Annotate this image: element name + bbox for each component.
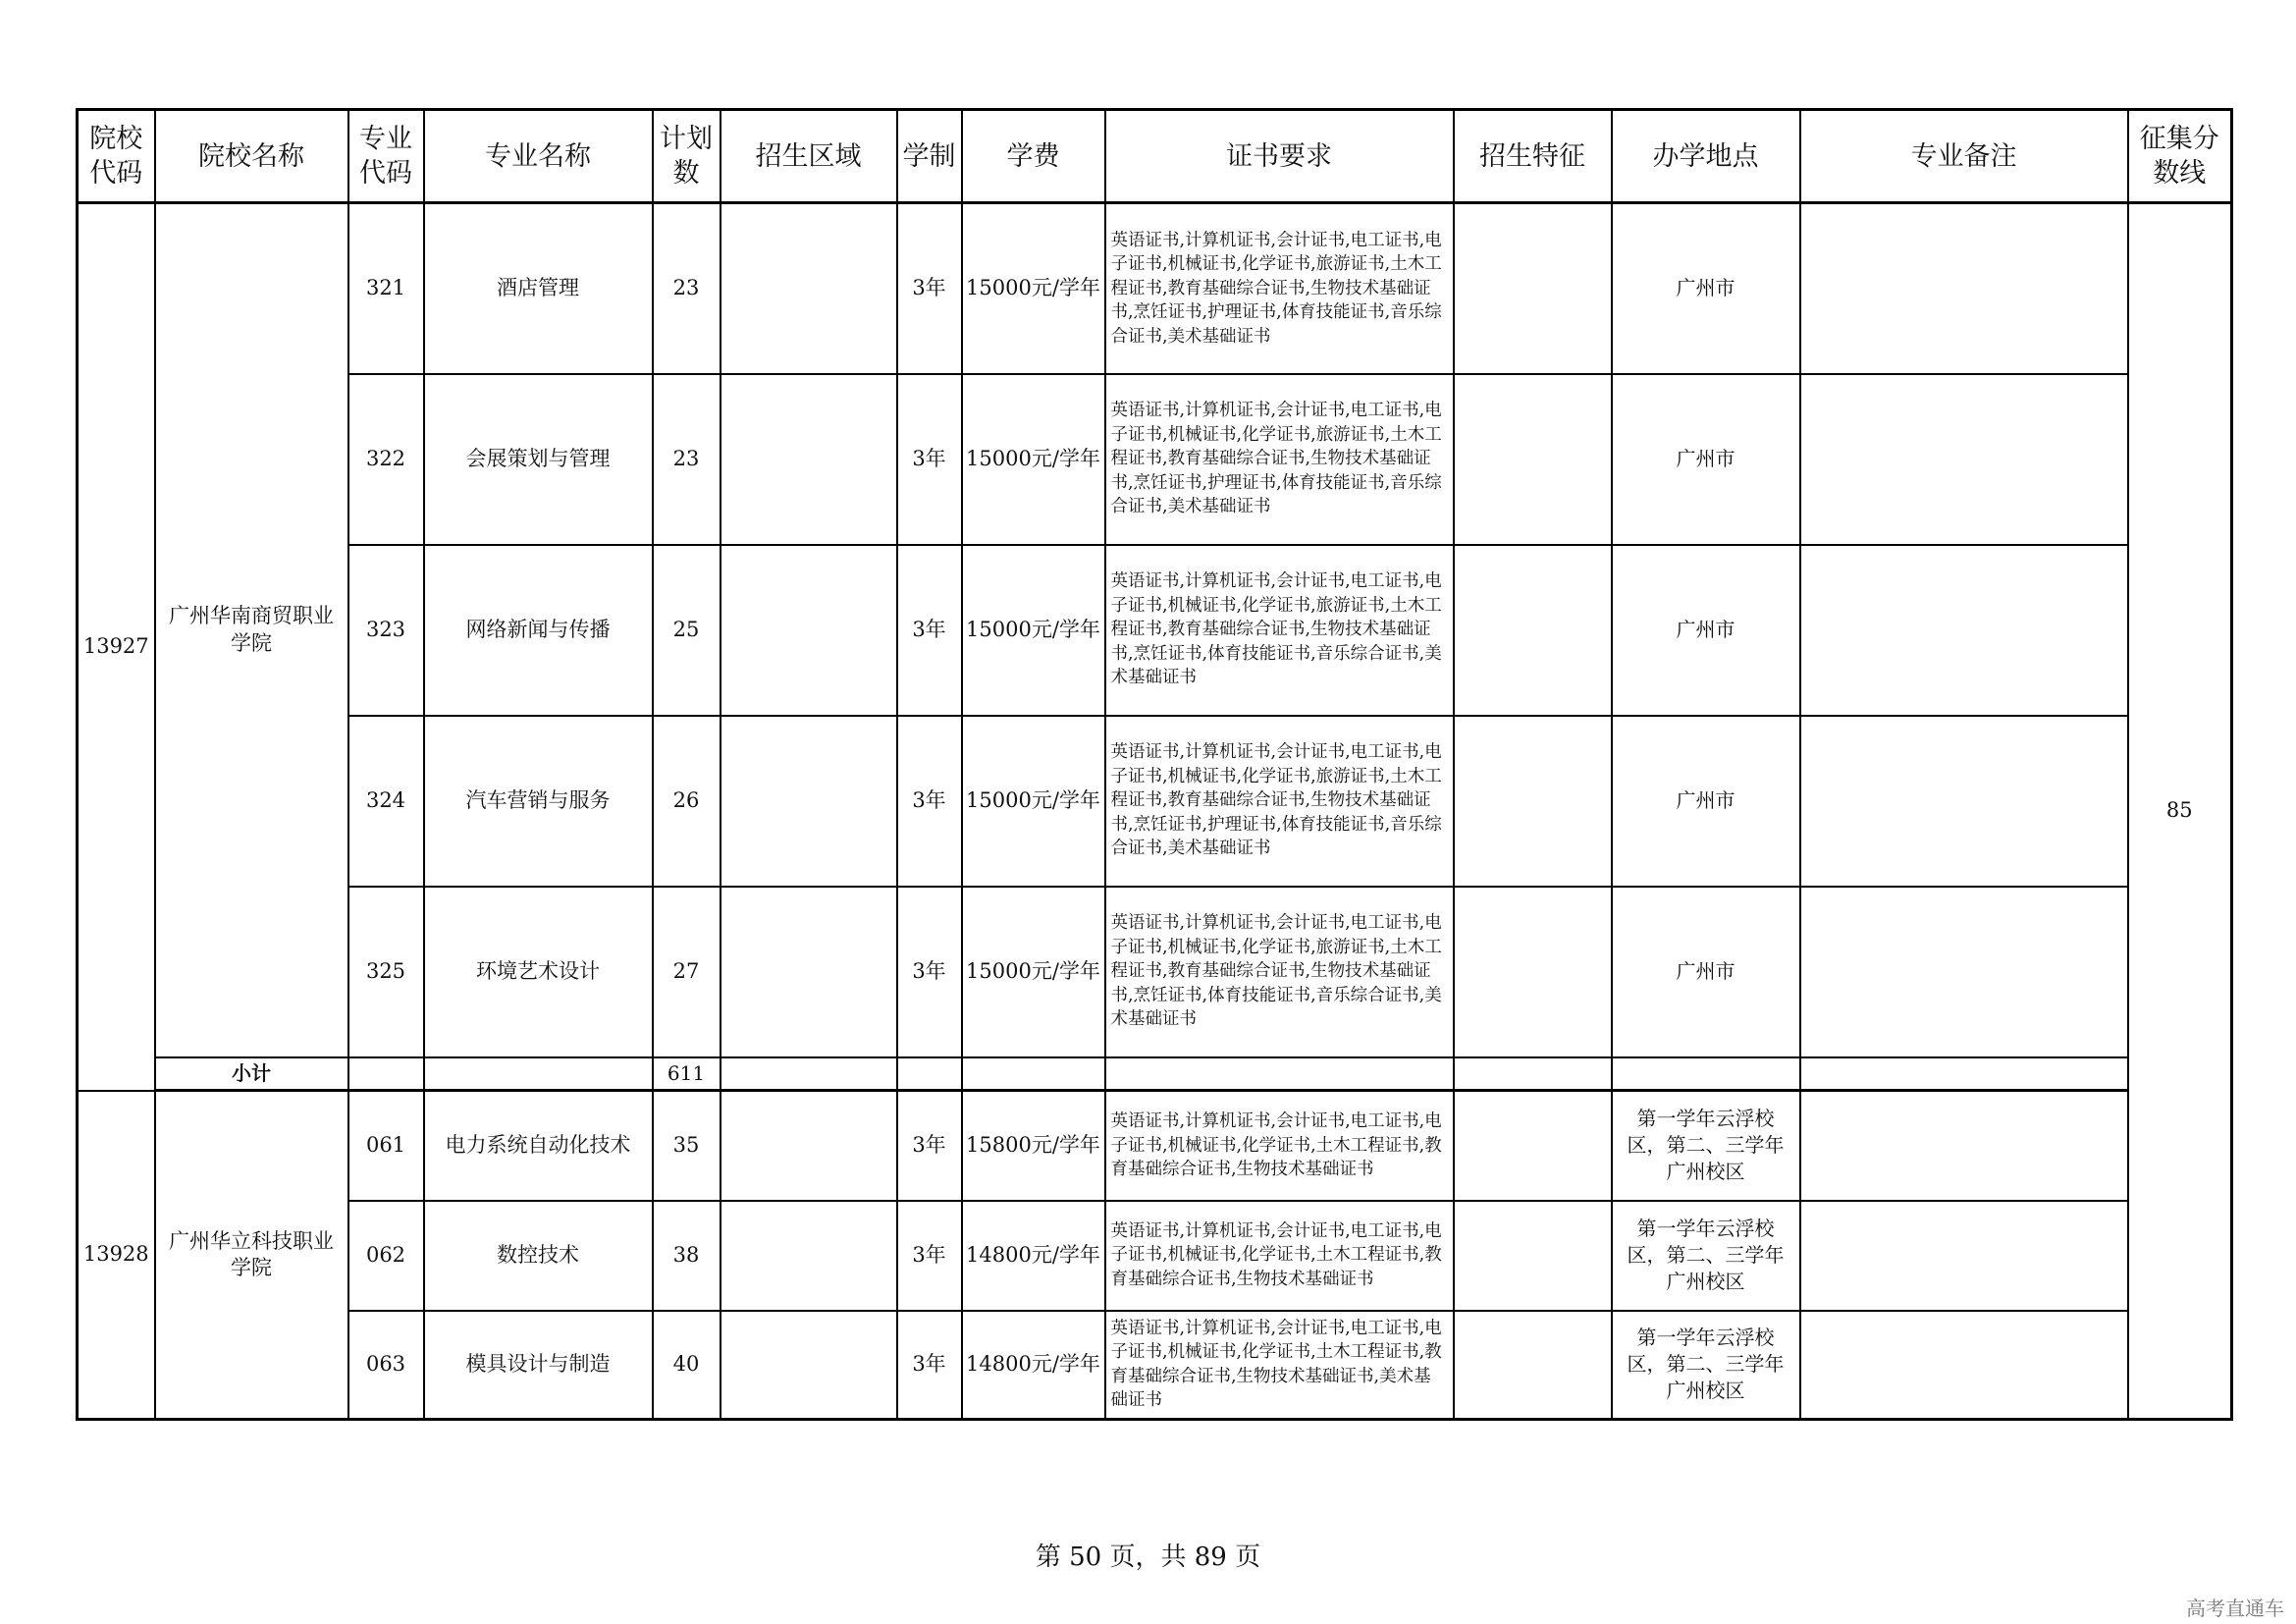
major-name-cell: 会展策划与管理 xyxy=(424,374,653,545)
duration-cell: 3年 xyxy=(897,716,962,887)
notes-cell xyxy=(1800,716,2128,887)
features-cell xyxy=(1454,1311,1612,1420)
subtotal-empty-cell xyxy=(424,1057,653,1091)
school-name-cell: 广州华立科技职业学院 xyxy=(155,1091,348,1420)
region-cell xyxy=(721,887,897,1057)
table-row xyxy=(78,203,2232,374)
cutoff-score-cell: 85 xyxy=(2128,203,2232,1420)
certificates-cell: 英语证书,计算机证书,会计证书,电工证书,电子证书,机械证书,化学证书,旅游证书,土木工程证书,教育基础综合证书,生物技术基础证书,烹饪证书,护理证书,体育技能证书,音乐综合证书,美术基础证书 xyxy=(1105,374,1454,545)
header-features: 招生特征 xyxy=(1454,110,1612,203)
certificates-cell: 英语证书,计算机证书,会计证书,电工证书,电子证书,机械证书,化学证书,旅游证书,土木工程证书,教育基础综合证书,生物技术基础证书,烹饪证书,体育技能证书,音乐综合证书,美术基础证书 xyxy=(1105,887,1454,1057)
duration-cell: 3年 xyxy=(897,1311,962,1420)
table-row xyxy=(78,545,2232,716)
major-code-cell: 322 xyxy=(348,374,424,545)
duration-cell: 3年 xyxy=(897,203,962,374)
notes-cell xyxy=(1800,887,2128,1057)
duration-cell: 3年 xyxy=(897,1201,962,1311)
features-cell xyxy=(1454,203,1612,374)
major-code-cell: 062 xyxy=(348,1201,424,1311)
major-code-cell: 325 xyxy=(348,887,424,1057)
region-cell xyxy=(721,545,897,716)
tuition-cell: 15000元/学年 xyxy=(962,887,1105,1057)
header-certificates: 证书要求 xyxy=(1105,110,1454,203)
plan-count-cell: 27 xyxy=(653,887,721,1057)
certificates-cell: 英语证书,计算机证书,会计证书,电工证书,电子证书,机械证书,化学证书,土木工程证书,教育基础综合证书,生物技术基础证书,美术基础证书 xyxy=(1105,1311,1454,1420)
watermark: 高考直通车 xyxy=(2186,1597,2284,1620)
certificates-cell: 英语证书,计算机证书,会计证书,电工证书,电子证书,机械证书,化学证书,旅游证书,土木工程证书,教育基础综合证书,生物技术基础证书,烹饪证书,体育技能证书,音乐综合证书,美术基础证书 xyxy=(1105,545,1454,716)
location-cell: 第一学年云浮校区，第二、三学年广州校区 xyxy=(1612,1311,1800,1420)
major-name-cell: 电力系统自动化技术 xyxy=(424,1091,653,1201)
subtotal-row xyxy=(78,1057,2232,1091)
plan-count-cell: 23 xyxy=(653,374,721,545)
plan-count-cell: 23 xyxy=(653,203,721,374)
header-school-name: 院校名称 xyxy=(155,110,348,203)
major-name-cell: 网络新闻与传播 xyxy=(424,545,653,716)
features-cell xyxy=(1454,1201,1612,1311)
major-name-cell: 模具设计与制造 xyxy=(424,1311,653,1420)
features-cell xyxy=(1454,1091,1612,1201)
location-cell: 广州市 xyxy=(1612,716,1800,887)
certificates-cell: 英语证书,计算机证书,会计证书,电工证书,电子证书,机械证书,化学证书,旅游证书,土木工程证书,教育基础综合证书,生物技术基础证书,烹饪证书,护理证书,体育技能证书,音乐综合证书,美术基础证书 xyxy=(1105,716,1454,887)
region-cell xyxy=(721,203,897,374)
header-notes: 专业备注 xyxy=(1800,110,2128,203)
subtotal-empty-cell xyxy=(962,1057,1105,1091)
location-cell: 第一学年云浮校区，第二、三学年广州校区 xyxy=(1612,1091,1800,1201)
tuition-cell: 15000元/学年 xyxy=(962,203,1105,374)
location-cell: 广州市 xyxy=(1612,887,1800,1057)
region-cell xyxy=(721,716,897,887)
major-name-cell: 数控技术 xyxy=(424,1201,653,1311)
duration-cell: 3年 xyxy=(897,887,962,1057)
features-cell xyxy=(1454,374,1612,545)
header-location: 办学地点 xyxy=(1612,110,1800,203)
region-cell xyxy=(721,374,897,545)
features-cell xyxy=(1454,545,1612,716)
table-row xyxy=(78,374,2232,545)
subtotal-empty-cell xyxy=(1612,1057,1800,1091)
table-row xyxy=(78,1201,2232,1311)
tuition-cell: 15800元/学年 xyxy=(962,1091,1105,1201)
duration-cell: 3年 xyxy=(897,1091,962,1201)
major-name-cell: 环境艺术设计 xyxy=(424,887,653,1057)
subtotal-empty-cell xyxy=(721,1057,897,1091)
location-cell: 广州市 xyxy=(1612,203,1800,374)
notes-cell xyxy=(1800,1311,2128,1420)
tuition-cell: 15000元/学年 xyxy=(962,545,1105,716)
notes-cell xyxy=(1800,203,2128,374)
header-tuition: 学费 xyxy=(962,110,1105,203)
certificates-cell: 英语证书,计算机证书,会计证书,电工证书,电子证书,机械证书,化学证书,土木工程证书,教育基础综合证书,生物技术基础证书 xyxy=(1105,1091,1454,1201)
header-plan-count: 计划数 xyxy=(653,110,721,203)
region-cell xyxy=(721,1091,897,1201)
school-code-cell: 13927 xyxy=(78,203,155,1091)
tuition-cell: 15000元/学年 xyxy=(962,374,1105,545)
subtotal-value: 611 xyxy=(653,1057,721,1091)
header-school-code: 院校代码 xyxy=(78,110,155,203)
school-name-cell: 广州华南商贸职业学院 xyxy=(155,203,348,1057)
school-code-cell: 13928 xyxy=(78,1091,155,1420)
major-name-cell: 酒店管理 xyxy=(424,203,653,374)
duration-cell: 3年 xyxy=(897,545,962,716)
header-major-code: 专业代码 xyxy=(348,110,424,203)
header-duration: 学制 xyxy=(897,110,962,203)
major-code-cell: 324 xyxy=(348,716,424,887)
plan-count-cell: 38 xyxy=(653,1201,721,1311)
location-cell: 广州市 xyxy=(1612,374,1800,545)
admission-plan-table xyxy=(76,108,2233,1421)
major-name-cell: 汽车营销与服务 xyxy=(424,716,653,887)
table-row xyxy=(78,887,2232,1057)
features-cell xyxy=(1454,887,1612,1057)
notes-cell xyxy=(1800,374,2128,545)
header-region: 招生区域 xyxy=(721,110,897,203)
location-cell: 广州市 xyxy=(1612,545,1800,716)
duration-cell: 3年 xyxy=(897,374,962,545)
subtotal-empty-cell xyxy=(1454,1057,1612,1091)
subtotal-empty-cell xyxy=(897,1057,962,1091)
major-code-cell: 321 xyxy=(348,203,424,374)
table-row xyxy=(78,1311,2232,1420)
certificates-cell: 英语证书,计算机证书,会计证书,电工证书,电子证书,机械证书,化学证书,旅游证书,土木工程证书,教育基础综合证书,生物技术基础证书,烹饪证书,护理证书,体育技能证书,音乐综合证书,美术基础证书 xyxy=(1105,203,1454,374)
plan-count-cell: 26 xyxy=(653,716,721,887)
tuition-cell: 15000元/学年 xyxy=(962,716,1105,887)
notes-cell xyxy=(1800,545,2128,716)
major-code-cell: 061 xyxy=(348,1091,424,1201)
table-body xyxy=(78,203,2232,1420)
header-cutoff: 征集分数线 xyxy=(2128,110,2232,203)
header-major-name: 专业名称 xyxy=(424,110,653,203)
major-code-cell: 323 xyxy=(348,545,424,716)
certificates-cell: 英语证书,计算机证书,会计证书,电工证书,电子证书,机械证书,化学证书,土木工程证书,教育基础综合证书,生物技术基础证书 xyxy=(1105,1201,1454,1311)
features-cell xyxy=(1454,716,1612,887)
subtotal-empty-cell xyxy=(348,1057,424,1091)
page-number: 第 50 页，共 89 页 xyxy=(1035,1543,1261,1572)
table-row xyxy=(78,1091,2232,1201)
table-row xyxy=(78,716,2232,887)
tuition-cell: 14800元/学年 xyxy=(962,1201,1105,1311)
region-cell xyxy=(721,1201,897,1311)
subtotal-empty-cell xyxy=(1800,1057,2128,1091)
table-header xyxy=(78,110,2232,203)
region-cell xyxy=(721,1311,897,1420)
location-cell: 第一学年云浮校区，第二、三学年广州校区 xyxy=(1612,1201,1800,1311)
tuition-cell: 14800元/学年 xyxy=(962,1311,1105,1420)
notes-cell xyxy=(1800,1201,2128,1311)
plan-count-cell: 35 xyxy=(653,1091,721,1201)
subtotal-empty-cell xyxy=(1105,1057,1454,1091)
notes-cell xyxy=(1800,1091,2128,1201)
major-code-cell: 063 xyxy=(348,1311,424,1420)
plan-count-cell: 40 xyxy=(653,1311,721,1420)
subtotal-label: 小计 xyxy=(155,1057,348,1091)
plan-count-cell: 25 xyxy=(653,545,721,716)
